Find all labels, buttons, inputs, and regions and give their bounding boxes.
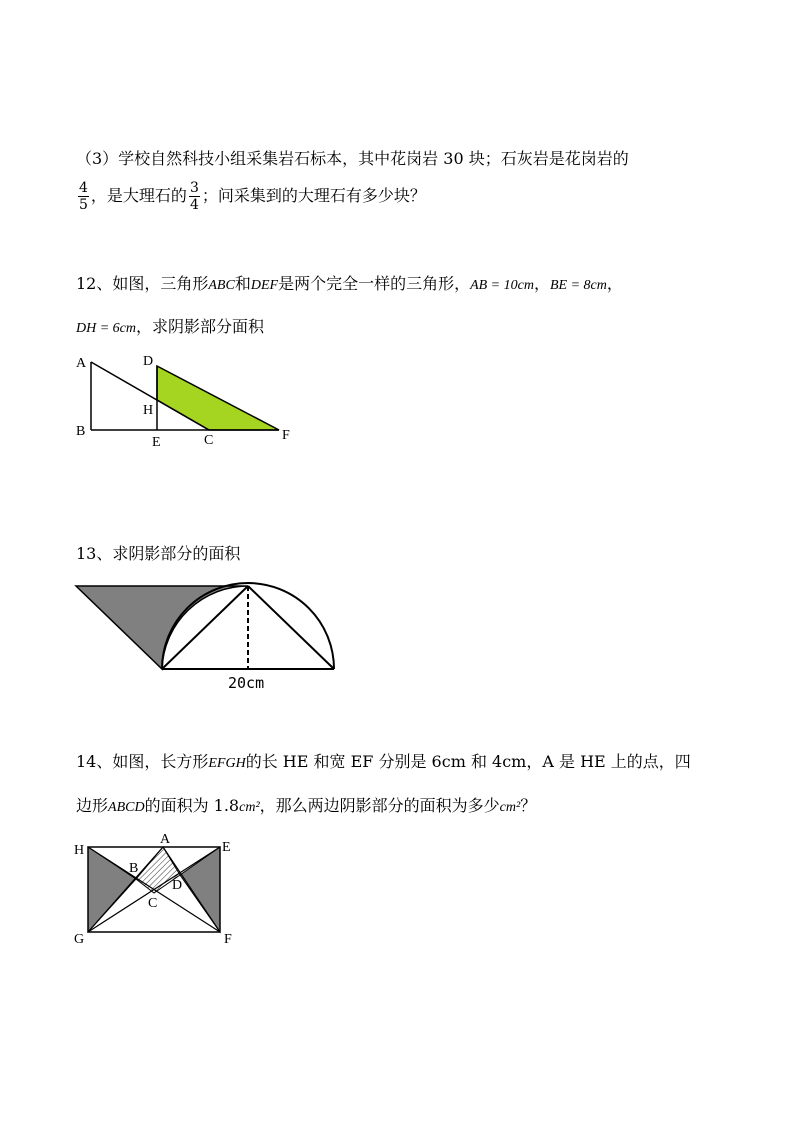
q13-title: 13、求阴影部分的面积 (76, 544, 241, 563)
q14-label-g: G (74, 932, 85, 947)
q13-dimension-label: 20cm (228, 674, 265, 692)
q14-label-b: B (129, 861, 139, 876)
q12-label-e: E (152, 435, 161, 450)
q12-label-b: B (76, 424, 86, 439)
q3-line2: $\frac{4}{5}$ ，是大理石的 $\frac{3}{4}$ ；问采集到的大理石有多少块？ (79, 180, 426, 213)
q12-label-f: F (282, 428, 290, 443)
q14-line1: 14、如图，长方形EFGH的长 HE 和宽 EF 分别是 6cm 和 4cm，A 是 HE 上的点，四 (76, 752, 691, 771)
q14-label-c: C (148, 896, 158, 911)
q3-fraction-3-4: $\frac{3}{4}$ (189, 180, 199, 213)
q14-label-d: D (172, 878, 183, 893)
q12-label-h: H (143, 403, 154, 418)
q12-line1: 12、如图，三角形ABC和DEF是两个完全一样的三角形，AB = 10cm，BE = 8cm， (76, 274, 623, 293)
q14-line2: 边形ABCD的面积为 1.8cm²，那么两边阴影部分的面积为多少cm²？ (76, 796, 537, 815)
q14-label-f: F (224, 932, 232, 947)
q12-label-a: A (76, 356, 87, 371)
q12-label-c: C (204, 433, 214, 448)
q3-line1: （3）学校自然科技小组采集岩石标本，其中花岗岩 30 块；石灰岩是花岗岩的 (76, 149, 629, 168)
q14-label-h: H (74, 843, 85, 858)
q12-line2: DH = 6cm，求阴影部分面积 (76, 317, 265, 336)
q12-label-d: D (143, 354, 154, 369)
q14-label-e: E (222, 840, 231, 855)
q14-left-shaded-region (88, 847, 139, 932)
q14-label-a: A (160, 832, 171, 847)
q3-fraction-4-5: $\frac{4}{5}$ (79, 180, 88, 213)
